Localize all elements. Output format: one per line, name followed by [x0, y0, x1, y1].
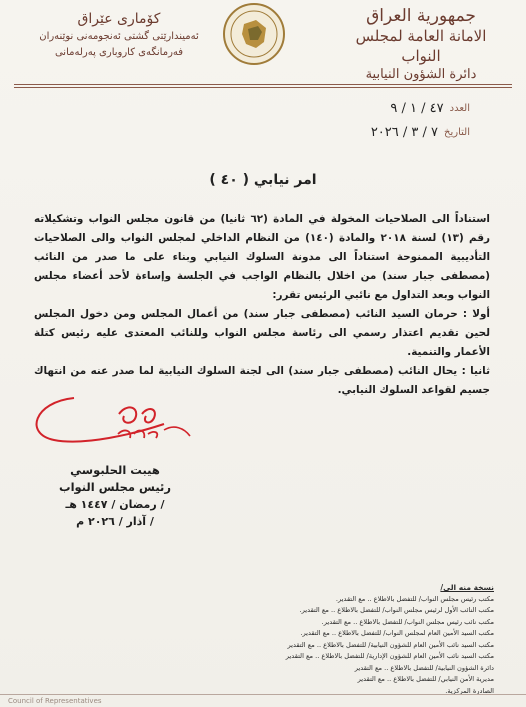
copy-recipient: الصادرة المركزية.: [445, 686, 494, 695]
reference-number-value: ٤٧ / ١ / ٩: [390, 100, 444, 116]
signer-date-hijri: / رمضان / ١٤٤٧ هـ: [65, 498, 165, 511]
reference-date-value: ٧ / ٣ / ٢٠٢٦: [370, 124, 439, 140]
reference-block: [320, 96, 470, 144]
copy-recipient: مكتب السيد نائب الأمين العام للشؤون الإدارية/ للتفضل بالاطلاع .. مع التقدير: [285, 652, 494, 660]
header-country: جمهورية العراق: [366, 6, 476, 26]
copy-recipient: مكتب نائب رئيس مجلس النواب/ للتفضل بالاطلاع .. مع التقدير.: [321, 617, 494, 626]
parliament-seal-icon: [222, 2, 286, 66]
copy-recipient: مكتب السيد الأمين العام لمجلس النواب/ للتفضل بالاطلاع .. مع التقدير.: [300, 629, 494, 637]
reference-number-row: [320, 96, 470, 120]
body-item-first: أولا : حرمان السيد النائب (مصطفى جبار سند) من أعمال المجلس ومن دخول المجلس لحين تقديم اعتذار رسمي الى رئاسة مجلس النواب وللنائب المعتدى عليه رئيس كتلة الأعمار والتنمية.: [34, 308, 490, 358]
signer-position: رئيس مجلس النواب: [59, 480, 171, 494]
reference-number-label: العدد: [449, 102, 470, 114]
copies-list: [194, 582, 494, 697]
body-preamble: استناداً الى الصلاحيات المخولة في المادة (٦٢ ثانيا) من قانون مجلس النواب وتشكيلاته رقم (١٣) لسنة ٢٠١٨ والمادة (١٤٠) من النظام الداخلي لمجلس النواب والى الصلاحيات التأديبية الممنوحة استناداً الى مدونة السلوك النيابي وبناء على ما صدر من النائب (مصطفى جبار سند) من اخلال بالنظام الواجب في الجلسة وإساءة لأحد أعضاء مجلس النواب وبعد التداول مع نائبي الرئيس تقرر:: [34, 213, 490, 301]
reference-date-label: التاريخ: [444, 126, 470, 138]
header-divider: [14, 84, 512, 85]
body-item-second: ثانيا : يحال النائب (مصطفى جبار سند) الى لجنة السلوك النيابية لما صدر عنه من انتهاك جسيم لقواعد السلوك النيابي.: [34, 365, 490, 396]
header-department: دائرة الشؤون النيابية: [365, 67, 477, 82]
copy-recipient: مكتب السيد نائب الأمين العام للشؤون النيابية/ للتفضل بالاطلاع .. مع التقدير: [287, 640, 494, 649]
copies-heading: نسخة منه الى/: [440, 583, 494, 592]
letterhead-arabic: [336, 6, 506, 84]
header-secretariat-kurdish: ئەمیندارێتی گشتی ئەنجومەنی نوێنەران: [39, 31, 199, 42]
header-divider-thin: [14, 87, 512, 88]
reference-date-row: [320, 120, 470, 144]
document-body: [34, 210, 490, 400]
document-title: امر نيابي ( ٤٠ ): [209, 172, 317, 188]
copy-recipient: مديرية الأمن النيابي/ للتفضل بالاطلاع .. مع التقدير: [357, 675, 494, 683]
copy-recipient: مكتب رئيس مجلس النواب/ للتفضل بالاطلاع .. مع التقدير.: [335, 594, 494, 603]
copy-recipient: دائرة الشؤون النيابية/ للتفضل بالاطلاع .. مع التقدير: [354, 663, 494, 672]
footer-text: Council of Representatives: [8, 697, 102, 705]
header-secretariat: الامانة العامة لمجلس النواب: [355, 27, 487, 65]
signer-date-gregorian: / آذار / ٢٠٢٦ م: [76, 515, 154, 528]
header-country-kurdish: كۆماری عێراق: [77, 11, 161, 27]
signer-name: هيبت الحلبوسي: [70, 463, 160, 477]
letterhead-kurdish: [24, 10, 214, 61]
page-footer: [0, 694, 526, 707]
signature-mark: [14, 384, 214, 464]
signer-block: [30, 462, 200, 530]
header-department-kurdish: فەرمانگەی کاروباری پەرلەمانی: [54, 47, 184, 58]
copy-recipient: مكتب النائب الأول لرئيس مجلس النواب/ للتفضل بالاطلاع .. مع التقدير.: [299, 606, 494, 614]
